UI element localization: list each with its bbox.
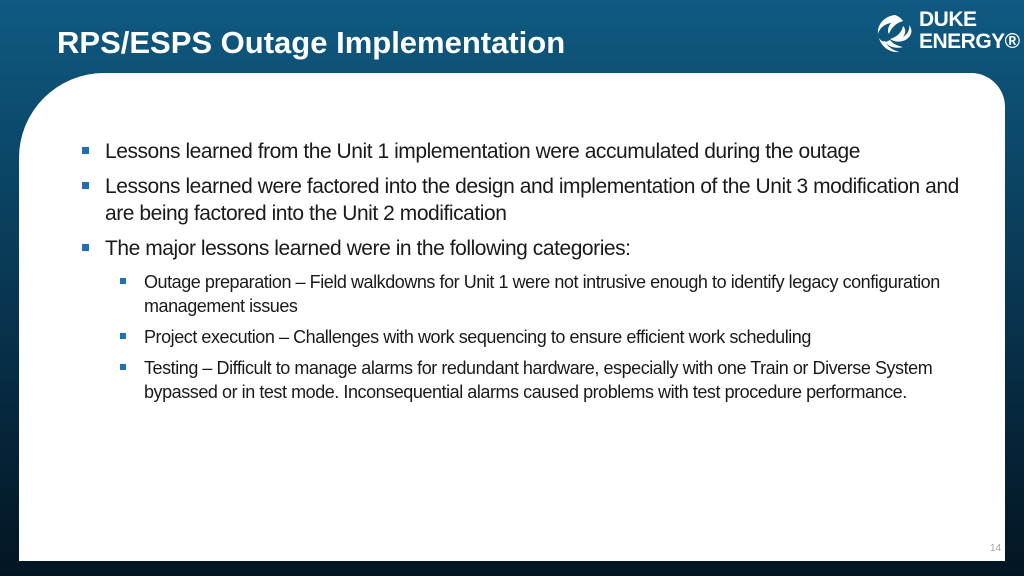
bullet-item: [82, 173, 982, 227]
sub-bullet-text: Outage preparation – Field walkdowns for Unit 1 were not intrusive enough to identify legacy configuration management issues: [144, 272, 940, 316]
bullet-text: The major lessons learned were in the following categories:: [105, 237, 631, 260]
sub-bullet-text: Testing – Difficult to manage alarms for redundant hardware, especially with one Train or Diverse System bypassed or in test mode. Inconsequential alarms caused problems with test procedure performance.: [144, 358, 933, 402]
sub-bullet-item: [120, 356, 982, 404]
logo-line-1: DUKE: [919, 8, 977, 31]
sub-bullet-item: [120, 270, 982, 318]
page-number: 14: [990, 543, 1002, 554]
bullet-square-icon: [82, 182, 89, 189]
duke-energy-logo: [872, 8, 1020, 58]
sub-bullet-square-icon: [120, 364, 126, 370]
bullet-item: [82, 138, 982, 165]
slide-title: RPS/ESPS Outage Implementation: [57, 25, 566, 60]
bullet-item: [82, 235, 982, 262]
logo-line-2: ENERGY®: [919, 30, 1020, 53]
sub-bullet-item: [120, 325, 982, 349]
duke-energy-flame-logo-icon: [872, 12, 916, 56]
sub-bullet-square-icon: [120, 278, 126, 284]
bullet-text: Lessons learned were factored into the design and implementation of the Unit 3 modification and are being factored into the Unit 2 modification: [105, 175, 959, 225]
sub-bullet-square-icon: [120, 333, 126, 339]
sub-bullet-text: Project execution – Challenges with work sequencing to ensure efficient work scheduling: [144, 327, 811, 347]
bullet-list: [82, 138, 982, 411]
logo-wordmark: [919, 9, 1020, 53]
bullet-square-icon: [82, 244, 89, 251]
bullet-square-icon: [82, 147, 89, 154]
bullet-text: Lessons learned from the Unit 1 implementation were accumulated during the outage: [105, 140, 861, 163]
